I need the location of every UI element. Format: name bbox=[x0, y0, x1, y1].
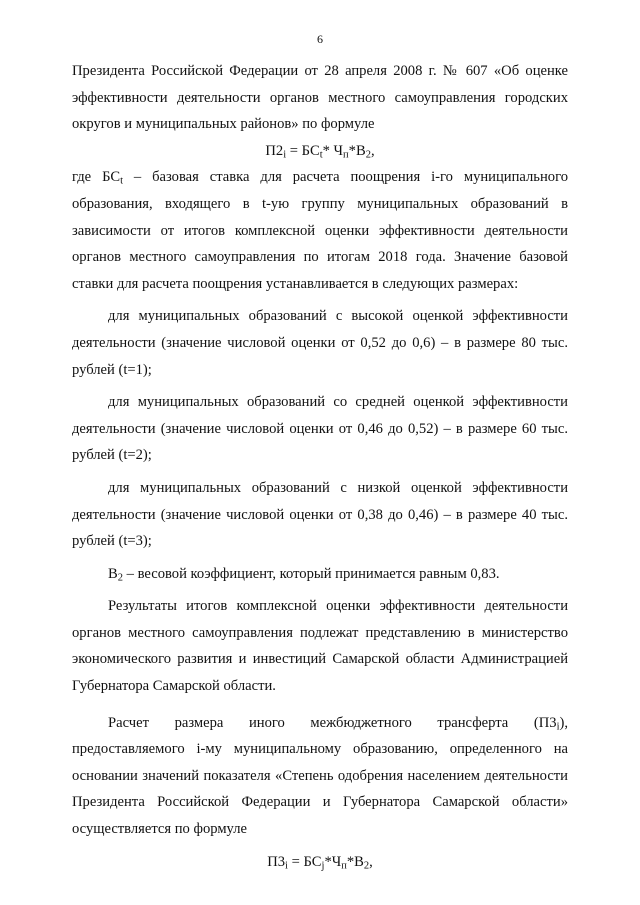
rate-item-medium: для муниципальных образований со средней оценкой эффективности деятельности (значение числовой оценки от 0,46 до 0,52) – в размере 60 тыс. рублей (t=2); bbox=[72, 394, 568, 464]
document-body bbox=[72, 58, 568, 875]
results-paragraph: Результаты итогов комплексной оценки эффективности деятельности органов местного самоуправления подлежат представлению в министерство экономического развития и инвестиций Самарской области Администрацией Губернатора Самарской области. bbox=[72, 598, 568, 695]
weight-coefficient-paragraph: $В_2$ – весовой коэффициент, который принимается равным 0,83. bbox=[108, 565, 500, 584]
intro-paragraph: Президента Российской Федерации от 28 апреля 2008 г. № 607 «Об оценке эффективности деятельности органов местного самоуправления городских округов и муниципальных районов» по формуле bbox=[72, 63, 568, 133]
rate-item-low: для муниципальных образований с низкой оценкой эффективности деятельности (значение числовой оценки от 0,38 до 0,46) – в размере 40 тыс. рублей (t=3); bbox=[72, 479, 568, 550]
rate-item-high: для муниципальных образований с высокой оценкой эффективности деятельности (значение числовой оценки от 0,52 до 0,6) – в размере 80 тыс. рублей (t=1); bbox=[72, 308, 568, 378]
page-number: 6 bbox=[317, 32, 323, 46]
formula-p3: $П3_i = БС_j*Ч_п*В_2$, bbox=[267, 853, 373, 872]
where-paragraph: где $БС_t$ – базовая ставка для расчета поощрения i-го муниципального образования, входящего в t-ую группу муниципальных образований в зависимости от итогов комплексной оценки эффективности деятельности органов местного самоуправления по итогам 2018 года. Значение базовой ставки для расчета поощрения устанавливается в следующих размерах: bbox=[72, 169, 568, 292]
calculation-paragraph: Расчет размера иного межбюджетного трансферта $(П3_i)$, предоставляемого i-му муниципальному образованию, определенного на основании значений показателя «Степень одобрения населением деятельности Президента Российской Федерации и Губернатора Самарской области» осуществляется по формуле bbox=[72, 714, 568, 838]
formula-p2: $П2_i = БС_t*$ $Ч_п*В_2$, bbox=[265, 142, 375, 161]
